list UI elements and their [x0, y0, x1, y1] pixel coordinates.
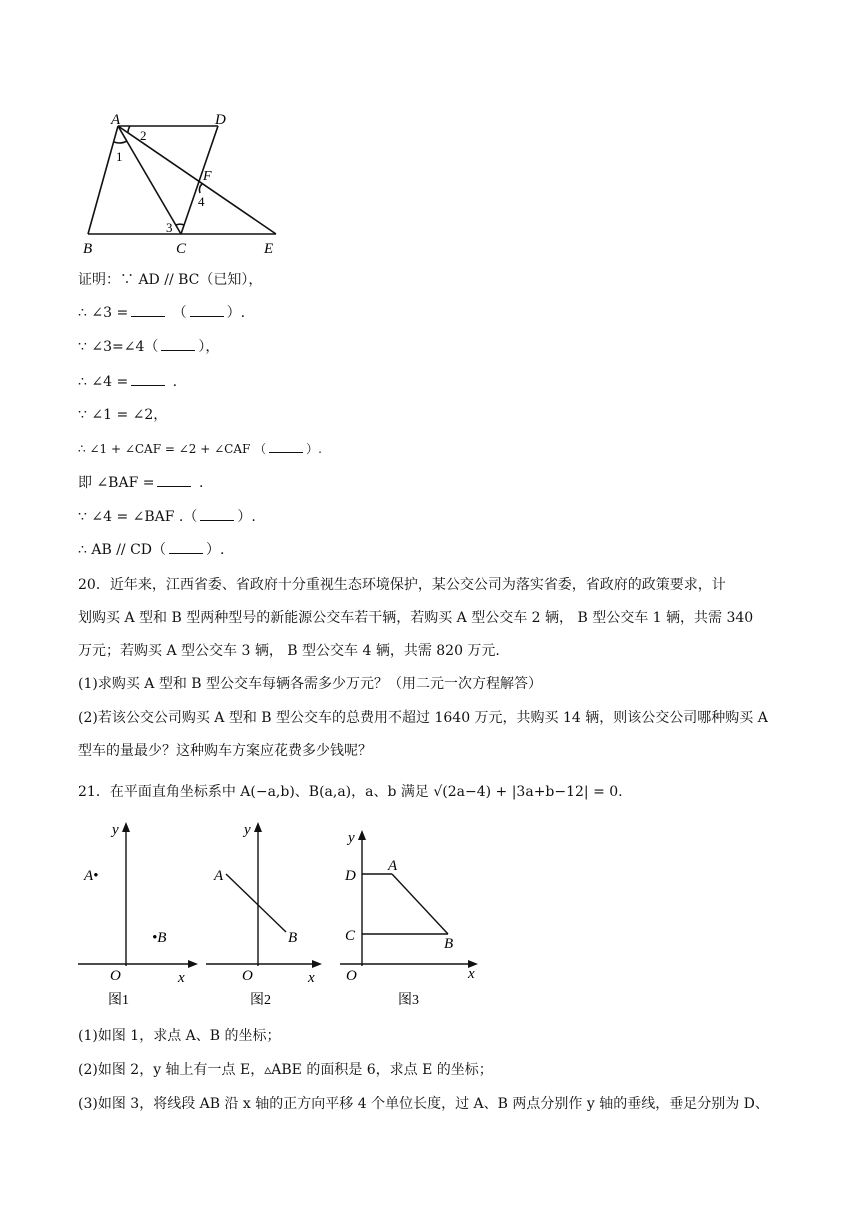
- fig3-point-b: B: [444, 936, 454, 952]
- fig2-y-label: y: [244, 822, 251, 838]
- proof-line-9: ∴ AB // CD（ ）.: [78, 542, 225, 558]
- coordinate-figure-3: [336, 826, 486, 1010]
- fig3-caption: 图3: [398, 993, 419, 1008]
- label-C: C: [176, 241, 187, 257]
- label-4: 4: [198, 194, 205, 209]
- answer-blank[interactable]: [190, 303, 224, 317]
- proof-line-4: ∴ ∠4 = .: [78, 374, 178, 390]
- fig2-point-b: B: [288, 930, 298, 946]
- fig1-origin-label: O: [110, 968, 121, 984]
- q20-line-1: 20．近年来，江西省委、省政府十分重视生态环境保护，某公交公司为落实省委，省政府的政策要求，计: [78, 577, 726, 593]
- q20-line-2: 划购买 A 型和 B 型两种型号的新能源公交车若干辆，若购买 A 型公交车 2 辆， B 型公交车 1 辆，共需 340: [78, 610, 754, 626]
- answer-blank[interactable]: [161, 337, 195, 351]
- label-1: 1: [116, 149, 123, 164]
- fig1-y-label: y: [112, 822, 119, 838]
- fig3-origin-label: O: [346, 968, 357, 984]
- answer-blank[interactable]: [157, 473, 191, 487]
- proof-line-3: ∵ ∠3=∠4（ ），: [78, 339, 220, 355]
- fig2-caption: 图2: [250, 993, 271, 1008]
- proof-line-5: ∵ ∠1 = ∠2，: [78, 407, 168, 423]
- fig1-caption: 图1: [108, 993, 129, 1008]
- fig3-x-label: x: [468, 966, 475, 982]
- answer-blank[interactable]: [200, 507, 234, 521]
- label-D: D: [215, 112, 226, 128]
- proof-line-2: ∴ ∠3 = （ ）.: [78, 305, 246, 321]
- label-E: E: [264, 241, 274, 257]
- answer-blank[interactable]: [269, 439, 303, 453]
- q20-line-3: 万元；若购买 A 型公交车 3 辆， B 型公交车 4 辆，共需 820 万元.: [78, 643, 500, 659]
- q20-sub-1: (1)求购买 A 型和 B 型公交车每辆各需多少万元？（用二元一次方程解答）: [78, 676, 543, 692]
- label-2: 2: [140, 128, 147, 143]
- answer-blank[interactable]: [131, 372, 165, 386]
- q21-sub-2: (2)如图 2，y 轴上有一点 E，▵ABE 的面积是 6，求点 E 的坐标；: [78, 1062, 493, 1078]
- q21-sub-1: (1)如图 1，求点 A、B 的坐标；: [78, 1028, 281, 1044]
- label-B: B: [83, 241, 93, 257]
- fig1-point-a: A•: [84, 868, 99, 884]
- proof-line-1: 证明：∵ AD // BC（已知），: [78, 272, 263, 288]
- fig2-point-a: A: [214, 868, 224, 884]
- fig1-x-label: x: [178, 970, 185, 986]
- fig3-point-c: C: [345, 928, 356, 944]
- label-A: A: [111, 112, 121, 128]
- answer-blank[interactable]: [169, 540, 203, 554]
- proof-line-7: 即 ∠BAF = .: [78, 475, 204, 491]
- fig1-point-b: •B: [152, 930, 167, 946]
- proof-line-6: ∴ ∠1 + ∠CAF = ∠2 + ∠CAF （ ）.: [78, 439, 322, 459]
- answer-blank[interactable]: [131, 303, 165, 317]
- q20-sub-2b: 型车的量最少？这种购车方案应花费多少钱呢？: [78, 743, 372, 759]
- q20-sub-2a: (2)若该公交公司购买 A 型和 B 型公交车的总费用不超过 1640 万元，共购买 14 辆，则该公交公司哪种购买 A: [78, 710, 768, 726]
- fig3-point-a: A: [388, 858, 398, 874]
- fig3-y-label: y: [348, 830, 355, 846]
- label-F: F: [203, 169, 212, 184]
- coordinate-figure-2: [200, 818, 326, 1010]
- q21-stem: 21．在平面直角坐标系中 A(−a,b)、B(a,a)，a、b 满足 √(2a−4) + |3a+b−12| = 0.: [78, 784, 623, 800]
- q21-sub-3: (3)如图 3，将线段 AB 沿 x 轴的正方向平移 4 个单位长度，过 A、B 两点分别作 y 轴的垂线，垂足分别为 D、: [78, 1096, 769, 1112]
- coordinate-figure-1: [74, 818, 200, 1010]
- fig2-origin-label: O: [242, 968, 253, 984]
- proof-line-8: ∵ ∠4 = ∠BAF .（ ）.: [78, 509, 256, 525]
- label-3: 3: [166, 220, 173, 235]
- geometry-figure-parallelogram: [78, 108, 288, 258]
- fig2-x-label: x: [308, 970, 315, 986]
- fig3-point-d: D: [345, 868, 356, 884]
